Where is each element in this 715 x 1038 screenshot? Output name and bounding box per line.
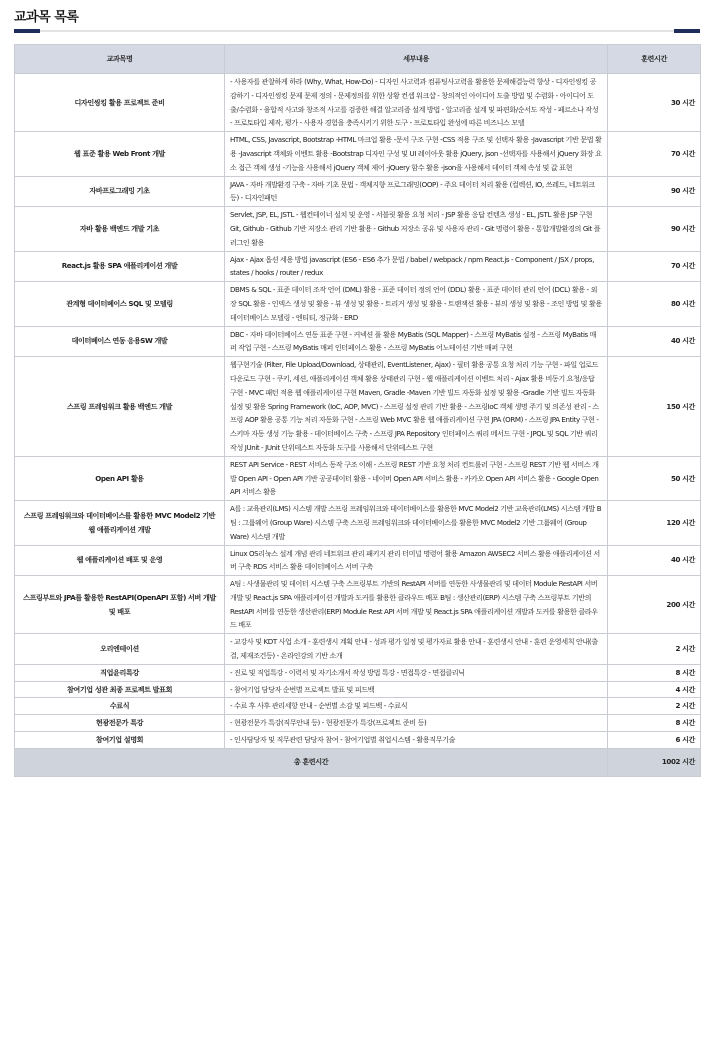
course-hours-cell: 8 시간: [608, 664, 701, 681]
header-hours: 훈련시간: [608, 45, 701, 74]
course-content-cell: - 인사담당자 및 직무관련 담당자 참여 - 참여기업별 취업시스템 - 활용직무기술: [225, 732, 608, 749]
course-content-cell: A팀 : 사생물관리 및 데이터 시스템 구축 스프링부트 기반의 RestAPI 서버를 연동한 사생물관리 및 데이터 Module RestAPI 서버 개발 및 React.js SPA 애플리케이션 개발과 도커를 활용한 클라우드 배포 B팀 : 생산관리(ERP) 시스템 구축 스프링부트 기반의 RestAPI 서버를 연동한 생산관리(ERP) Module Rest API 서버 개발 및 React.js SPA 애플리케이션 개발과 도커를 활용한 클라우드 배포: [225, 576, 608, 634]
course-hours-cell: 70 시간: [608, 132, 701, 176]
course-name-cell: Open API 활용: [15, 456, 225, 500]
course-name-cell: 관계형 데이터베이스 SQL 및 모델링: [15, 282, 225, 326]
course-name-cell: 자바프로그래밍 기초: [15, 176, 225, 207]
table-row: [15, 132, 701, 176]
total-label: 총 훈련시간: [15, 748, 608, 776]
table-body: [15, 74, 701, 749]
course-hours-cell: 80 시간: [608, 282, 701, 326]
table-row: [15, 664, 701, 681]
header-course-name: 교과목명: [15, 45, 225, 74]
course-hours-cell: 30 시간: [608, 74, 701, 132]
course-content-cell: 웹구현기술 (Filter, File Upload/Download, 상태관리, EventListener, Ajax) - 필터 활용 공통 요청 처리 기능 구현 - 파일 업로드 다운로드 구현 - 쿠키, 세션, 애플리케이션 객체 활용 상태관리 구현 - 웹 애플리케이션 이벤트 처리 - Ajax 활용 비동기 요청/응답 구현 - MVC 패턴 적용 웹 애플리케이션 구현 Maven, Gradle -Maven 기반 빌드 자동화 설정 및 활용 -Gradle 기반 빌드 자동화 설정 및 활용 Spring Framework (IoC, AOP, MVC) - 스프링 설정 관리 기반 활용 - 스프링IoC 객체 생명 주기 및 의존성 관리 - 스프링 AOP 활용 공통 기능 처리 자동화 구현 - 스프링 Web MVC 활용 웹 애플리케이션 구현 JPA (ORM) - 스프링 JPA Entity 구현 - 스키마 자동 생성 기능 활용 - 데이터베이스 구축 - 스프링 JPA Repository 인터페이스 쿼리 메서드 구현 - JPQL 및 SQL 기반 쿼리 작성 JUnit - JUnit 단위테스트 자동화 도구를 사용해서 단위테스트 구현: [225, 357, 608, 457]
table-row: [15, 176, 701, 207]
course-hours-cell: 90 시간: [608, 176, 701, 207]
course-name-cell: 웹 표준 활용 Web Front 개발: [15, 132, 225, 176]
table-row: [15, 456, 701, 500]
course-name-cell: React.js 활용 SPA 애플리케이션 개발: [15, 251, 225, 282]
table-row: [15, 251, 701, 282]
table-row: [15, 282, 701, 326]
course-name-cell: 웹 애플리케이션 배포 및 운영: [15, 545, 225, 576]
course-hours-cell: 50 시간: [608, 456, 701, 500]
course-hours-cell: 6 시간: [608, 732, 701, 749]
course-name-cell: 현광전문가 특강: [15, 715, 225, 732]
table-row: [15, 698, 701, 715]
course-hours-cell: 8 시간: [608, 715, 701, 732]
course-content-cell: DBMS & SQL - 표준 데이터 조작 언어 (DML) 활용 - 표준 데이터 정의 언어 (DDL) 활용 - 표준 데이터 관리 언어 (DCL) 활용 - 외장 SQL 활용 - 인덱스 생성 및 활용 - 뷰 생성 및 활용 - 트리거 생성 및 활용 - 트랜잭션 활용 - 뷰의 생성 및 활용 - 조인 방법 및 활용 데이터베이스 모델링 - 엔티티, 정규화 - ERD: [225, 282, 608, 326]
title-divider: [14, 30, 700, 32]
table-row: [15, 326, 701, 357]
course-name-cell: 스프링 프레임워크 활용 백엔드 개발: [15, 357, 225, 457]
course-name-cell: 데이터베이스 연동 응용SW 개발: [15, 326, 225, 357]
course-name-cell: 디자인씽킹 활용 프로젝트 준비: [15, 74, 225, 132]
course-content-cell: DBC - 자바 데이터베이스 연동 표준 구현 - 커넥션 풀 활용 MyBatis (SQL Mapper) - 스프링 MyBatis 설정 - 스프링 MyBatis 매퍼 작업 구현 - 스프링 MyBatis 매퍼 인터페이스 활용 - 스프링 MyBatis 어노테이션 기반 매퍼 구현: [225, 326, 608, 357]
course-content-cell: Servlet, JSP, EL, JSTL - 웹컨테이너 설치 및 운영 - 서블릿 활용 요청 처리 - JSP 활용 응답 컨텐츠 생성 - EL, JSTL 활용 JSP 구현 Git, Github - Github 기반 저장소 관리 기반 활용 - Github 저장소 공유 및 사용자 관리 - Git 명령어 활용 - 통합개발환경의 Git 플러그인 활용: [225, 207, 608, 251]
table-row: [15, 207, 701, 251]
table-row: [15, 732, 701, 749]
course-content-cell: - 사용자를 관찰하게 하라 (Why, What, How-Do) - 디자인 사고력과 컴퓨팅사고력을 활용한 문제해결능력 향상 - 디자인씽킹 공감하기 - 디자인씽킹 문제 문제 정의 - 문제정의를 위한 상황 컨셉 워크샵 - 창의적인 아이디어 도출 방법 및 수렴화 - 아이디어 도출/수렴화 - 융합적 사고와 창조적 사고를 검증한 해결 알고리즘 설계 방법 - 알고리즘 설계 및 파편화/순서도 작성 - 페르소나 작성 - 프로토타입 제작, 평가 - 사용자 경험을 충족시키기 위한 도구 - 프로토타입 완성에 따른 비즈니스 모델: [225, 74, 608, 132]
course-content-cell: - 교강사 및 KDT 사업 소개 - 훈련생시 계획 안내 - 성과 평가 일정 및 평가자료 활용 안내 - 훈련생시 안내 - 훈련 운영세칙 안내(출결, 제재조건등) - 온라인강의 기반 소개: [225, 634, 608, 665]
course-content-cell: HTML, CSS, Javascript, Bootstrap -HTML 마크업 활용 -문서 구조 구현 -CSS 적용 구조 및 선택자 활용 -Javascript 기반 문법 활용 -Javascript 객체와 이벤트 활용 -Bootstrap 디자인 구성 및 UI 레이아웃 활용 jQuery, json -선택자를 사용해서 jQuery 화장 요소 접근 객체 생성 -기능을 사용해서 jQuery 객체 제어 -jQuery 함수 활용 -json을 사용해서 데이터 객체 속성 및 값 표현: [225, 132, 608, 176]
course-name-cell: 스프링 프레임워크와 데이터베이스를 활용한 MVC Model2 기반 웹 애플리케이션 개발: [15, 501, 225, 545]
course-hours-cell: 2 시간: [608, 634, 701, 665]
course-name-cell: 참여기업 성관 최종 프로젝트 발표회: [15, 681, 225, 698]
page-title: 교과목 목록: [14, 10, 79, 25]
course-content-cell: JAVA - 자바 개발환경 구축 - 자바 기초 문법 - 객체지향 프로그래밍(OOP) - 주요 데이터 처리 활용 (컬렉션, IO, 쓰레드, 네트워크 등) - 디자인패턴: [225, 176, 608, 207]
course-hours-cell: 70 시간: [608, 251, 701, 282]
table-row: [15, 545, 701, 576]
course-content-cell: - 수료 후 사후 관리세항 안내 - 순번별 소감 및 피드백 - 수료식: [225, 698, 608, 715]
table-row: [15, 576, 701, 634]
course-hours-cell: 200 시간: [608, 576, 701, 634]
total-row: [15, 748, 701, 776]
course-content-cell: - 현광전문가 특강(직무안내 등) - 현광전문가 특강(프로젝트 준비 등): [225, 715, 608, 732]
course-content-cell: REST API Service - REST 서비스 동작 구조 이해 - 스프링 REST 기반 요청 처리 컨트롤러 구현 - 스프링 REST 기반 웹 서비스 개발 Open API - Open API 기반 공공데이터 활용 - 네이버 Open API 서비스 활용 - 카카오 Open API 서비스 활용 - Google Open API 서비스 활용: [225, 456, 608, 500]
course-hours-cell: 150 시간: [608, 357, 701, 457]
course-name-cell: 자바 활용 백엔드 개발 기초: [15, 207, 225, 251]
course-name-cell: 참여기업 설명회: [15, 732, 225, 749]
header-details: 세부내용: [225, 45, 608, 74]
table-header-row: [15, 45, 701, 74]
course-hours-cell: 4 시간: [608, 681, 701, 698]
table-row: [15, 501, 701, 545]
course-name-cell: 스프링부트와 JPA를 활용한 RestAPI(OpenAPI 포함) 서버 개발 및 배포: [15, 576, 225, 634]
table-row: [15, 715, 701, 732]
course-hours-cell: 90 시간: [608, 207, 701, 251]
course-content-cell: - 진로 및 직업특강 - 이력서 및 자기소개서 작성 방법 특강 - 면접특강 - 면접클리닉: [225, 664, 608, 681]
table-row: [15, 357, 701, 457]
course-hours-cell: 40 시간: [608, 326, 701, 357]
course-content-cell: Ajax - Ajax 옵션 세용 방법 javascript (ES6 - ES6 추가 문법 / babel / webpack / npm React.js - Component / JSX / props, states / hooks / router / redux: [225, 251, 608, 282]
course-content-cell: - 참여기업 담당자 순번별 프로젝트 발표 및 피드백: [225, 681, 608, 698]
course-content-cell: Linux OS리눅스 설계 개념 관리 네트워크 관리 패키지 관리 터미널 명령어 활용 Amazon AWSEC2 서비스 활용 애플리케이션 서버 구축 RDS 서비스 활용 데이터베이스 서버 구축: [225, 545, 608, 576]
course-content-cell: A를 : 교육관리(LMS) 시스템 개발 스프링 프레임워크와 데이터베이스를 활용한 MVC Model2 기반 교육관리(LMS) 시스템 개발 B팀 : 그룹웨어 (Group Ware) 시스템 구축 스프링 프레임워크와 데이터베이스를 활용한 MVC Model2 기반 그룹웨어 (Group Ware) 시스템 개발: [225, 501, 608, 545]
total-hours: 1002 시간: [608, 748, 701, 776]
course-hours-cell: 40 시간: [608, 545, 701, 576]
table-row: [15, 634, 701, 665]
table-row: [15, 74, 701, 132]
course-hours-cell: 120 시간: [608, 501, 701, 545]
curriculum-table: [14, 44, 701, 777]
course-name-cell: 수료식: [15, 698, 225, 715]
table-row: [15, 681, 701, 698]
course-name-cell: 직업윤리특강: [15, 664, 225, 681]
course-hours-cell: 2 시간: [608, 698, 701, 715]
course-name-cell: 오리엔테이션: [15, 634, 225, 665]
